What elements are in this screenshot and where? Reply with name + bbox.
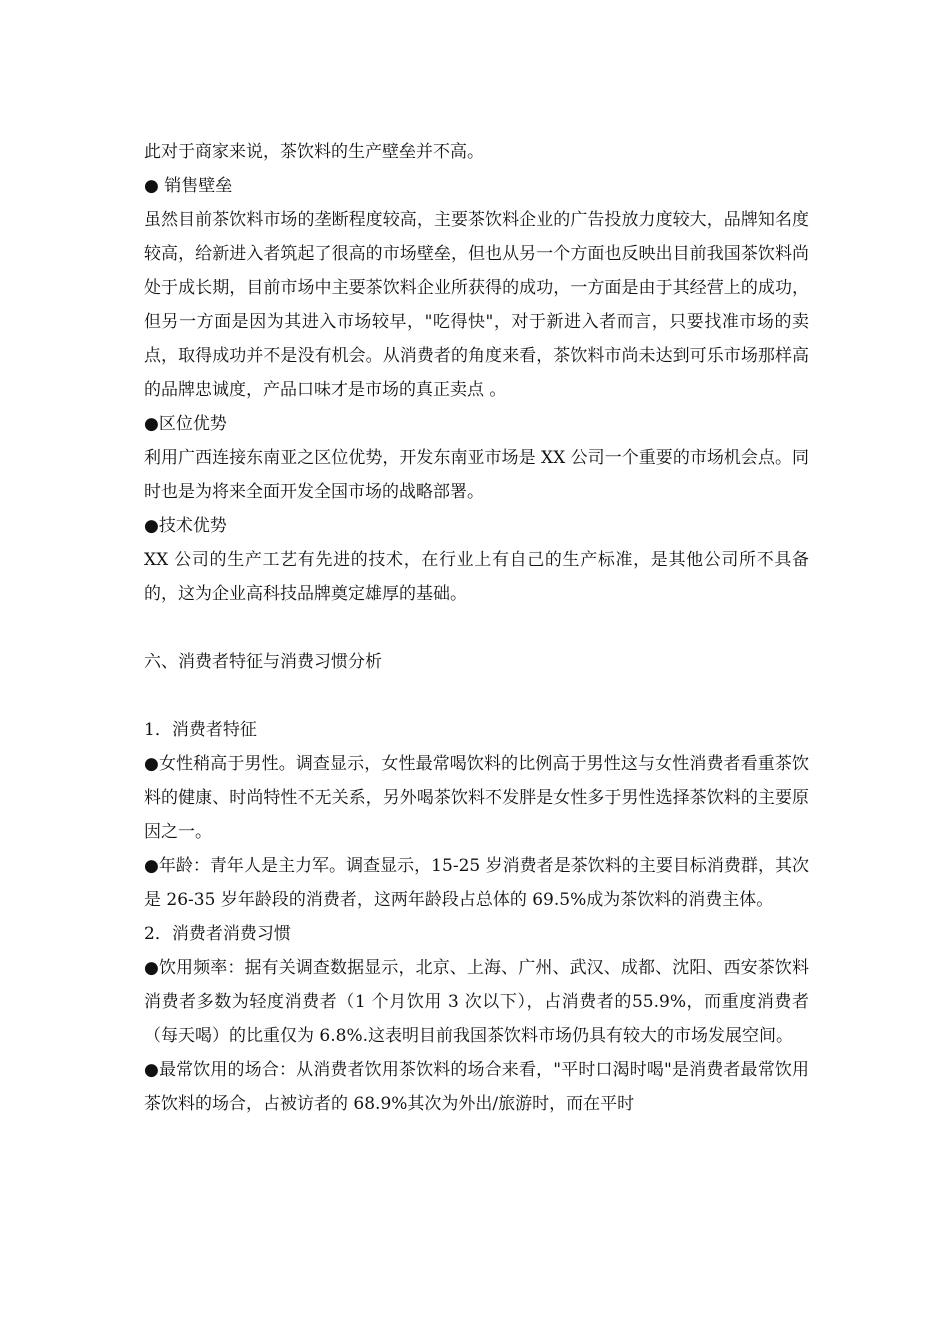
paragraph-sales-barrier: 虽然目前茶饮料市场的垄断程度较高，主要茶饮料企业的广告投放力度较大，品牌知名度较高，给新进入者筑起了很高的市场壁垒，但也从另一个方面也反映出目前我国茶饮料尚处于成长期，目前市场中主要茶饮料企业所获得的成功，一方面是由于其经营上的成功，但另一方面是因为其进入市场较早，"吃得快"，对于新进入者而言，只要找准市场的卖点，取得成功并不是没有机会。从消费者的角度来看，茶饮料市尚未达到可乐市场那样高的品牌忠诚度，产品口味才是市场的真正卖点 。 (144, 210, 809, 400)
paragraph-location-advantage: 利用广西连接东南亚之区位优势，开发东南亚市场是 XX 公司一个重要的市场机会点。同时也是为将来全面开发全国市场的战略部署。 (144, 448, 809, 502)
section-heading: 六、消费者特征与消费习惯分析 (144, 652, 382, 672)
paragraph-production-barrier-end: 此对于商家来说，茶饮料的生产壁垒并不高。 (144, 142, 484, 162)
bullet-technology-advantage: ●技术优势 (144, 516, 227, 536)
spacer (144, 611, 809, 645)
paragraph-age: ●年龄：青年人是主力军。调查显示，15-25 岁消费者是茶饮料的主要目标消费群，其次是 26-35 岁年龄段的消费者，这两年龄段占总体的 69.5%成为茶饮料的消费主体。 (144, 856, 809, 910)
spacer (144, 679, 809, 713)
paragraph-occasion: ●最常饮用的场合：从消费者饮用茶饮料的场合来看，"平时口渴时喝"是消费者最常饮用茶饮料的场合，占被访者的 68.9%其次为外出/旅游时，而在平时 (144, 1060, 809, 1114)
paragraph-technology-advantage: XX 公司的生产工艺有先进的技术，在行业上有自己的生产标准，是其他公司所不具备的，这为企业高科技品牌奠定雄厚的基础。 (144, 550, 809, 604)
subsection-heading-consumer-traits: 1．消费者特征 (144, 720, 257, 740)
document-body (144, 135, 809, 1121)
bullet-location-advantage: ●区位优势 (144, 414, 227, 434)
paragraph-frequency: ●饮用频率：据有关调查数据显示，北京、上海、广州、武汉、成都、沈阳、西安茶饮料消费者多数为轻度消费者（1 个月饮用 3 次以下），占消费者的55.9%，而重度消费者（每天喝）的比重仅为 6.8%.这表明目前我国茶饮料市场仍具有较大的市场发展空间。 (144, 958, 809, 1046)
paragraph-gender: ●女性稍高于男性。调查显示，女性最常喝饮料的比例高于男性这与女性消费者看重茶饮料的健康、时尚特性不无关系，另外喝茶饮料不发胖是女性多于男性选择茶饮料的主要原因之一。 (144, 754, 809, 842)
subsection-heading-consumer-habits: 2．消费者消费习惯 (144, 924, 291, 944)
bullet-sales-barrier: ● 销售壁垒 (144, 176, 233, 196)
